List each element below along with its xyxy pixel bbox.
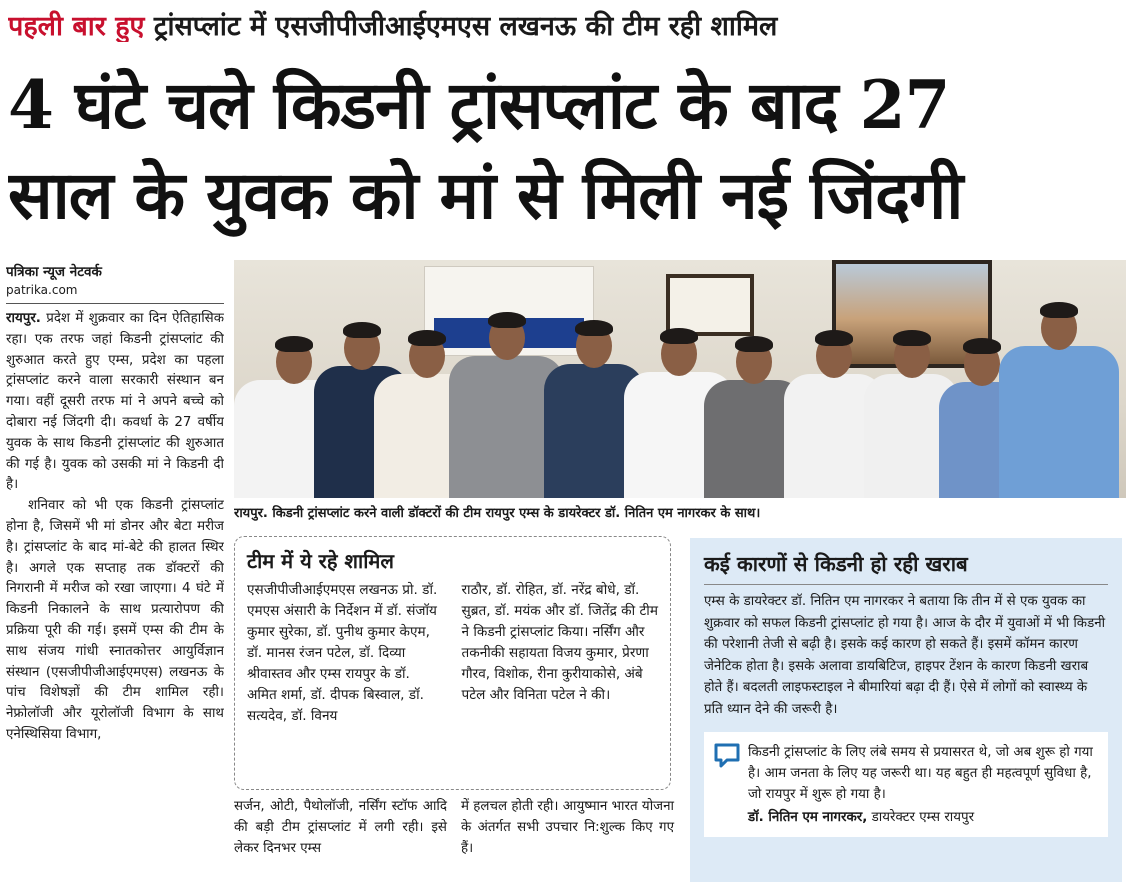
photo-person-hair (660, 328, 698, 344)
headline (8, 60, 1118, 240)
byline: पत्रिका न्यूज नेटवर्क (6, 264, 102, 280)
quote-author-name: डॉ. नितिन एम नागरकर, (748, 810, 868, 825)
kicker-highlight: पहली बार हुए (8, 11, 145, 42)
article-paragraph (6, 309, 224, 496)
photo-person-hair (963, 338, 1001, 354)
photo-person (999, 302, 1119, 498)
team-photo (234, 260, 1126, 498)
quote-box (704, 732, 1108, 837)
side-box-body: एम्स के डायरेक्टर डॉ. नितिन एम नागरकर ने बताया कि तीन में से एक युवक का शुक्रवार को सफल किडनी ट्रांसप्लांट हो गया है। आज के दौर में युवाओं में भी किडनी की परेशानी तेजी से बढ़ी है। इसके कई कारण हो सकते हैं। इसमें कॉमन कारण जेनेटिक होता है। इसके अलावा डायबिटिज, हाइपर टेंशन के कारण किडनी खराब होते हैं। बदलती लाइफस्टाइल ने बीमारियां बढ़ा दी हैं। ऐसे में लोगों को स्वास्थ्य के प्रति ध्यान देने की जरूरी है। (704, 594, 1106, 717)
side-box-title: कई कारणों से किडनी हो रही खराब (704, 552, 968, 576)
photo-person-hair (575, 320, 613, 336)
team-box-col-1: एसजीपीजीआईएमएस लखनऊ प्रो. डॉ. एमएस अंसारी के निर्देशन में डॉ. संजॉय कुमार सुरेका, डॉ. पुनीथ कुमार केएम, डॉ. मानस रंजन पटेल, डॉ. दिव्या श्रीवास्तव और एम्स रायपुर के डॉ. अमित शर्मा, डॉ. दीपक बिस्वाल, डॉ. सत्यदेव, डॉ. विनय (247, 582, 438, 724)
headline-line-2: साल के युवक को मां से मिली नई जिंदगी (8, 156, 963, 234)
quote-author (748, 807, 1098, 825)
article-continuation (234, 796, 674, 859)
photo-person-body (999, 346, 1119, 498)
kicker (8, 6, 1118, 42)
kicker-text: ट्रांसप्लांट में एसजीपीजीआईएमएस लखनऊ की टीम रही शामिल (153, 11, 778, 42)
article-paragraph-2: शनिवार को भी एक किडनी ट्रांसप्लांट होना है, जिसमें भी मां डोनर और बेटा मरीज है। ट्रांसप्लांट के बाद मां-बेटे की हालत स्थिर है। अगले एक सप्ताह तक डॉक्टरों की निगरानी में मरीज को रखा जाएगा। 4 घंटे में किडनी निकालने के साथ प्रत्यारोपण की प्रक्रिया पूरी की गई। इसमें एम्स की टीम के साथ संजय गांधी स्नातकोत्तर आयुर्विज्ञान संस्थान (एसजीपीजीआईएमएस) लखनऊ के पांच विशेषज्ञों की टीम शामिल रही। नेफ्रोलॉजी और यूरोलॉजी विभाग के साथ एनेस्थिसिया विभाग, (6, 498, 224, 742)
article-paragraph-1: प्रदेश में शुक्रवार का दिन ऐतिहासिक रहा। एक तरफ जहां किडनी ट्रांसप्लांट की शुरुआत करते हुए एम्स, प्रदेश का पहला ट्रांसप्लांट करने वाला सरकारी संस्थान बन गया। वहीं दूसरी तरफ मां ने अपने बच्चे को दोबारा नई जिंदगी दी। कवर्धा के 27 वर्षीय युवक के साथ किडनी ट्रांसप्लांट की शुरुआत की गई है। युवक को उसकी मां ने किडनी दी है। (6, 311, 224, 493)
side-box (690, 538, 1122, 882)
team-box-title: टीम में ये रहे शामिल (247, 549, 394, 573)
quote-author-role: डायरेक्टर एम्स रायपुर (871, 810, 975, 825)
photo-person-hair (488, 312, 526, 328)
byline-divider (6, 303, 224, 304)
photo-person-hair (893, 330, 931, 346)
article-continuation-1: सर्जन, ओटी, पैथोलॉजी, नर्सिंग स्टॉफ आदि की बड़ी टीम ट्रांसप्लांट में लगी रही। इसे लेकर दिनभर एम्स (234, 799, 447, 856)
team-box-columns (247, 580, 658, 727)
team-box (234, 536, 671, 790)
photo-caption: रायपुर. किडनी ट्रांसप्लांट करने वाली डॉक्टरों की टीम रायपुर एम्स के डायरेक्टर डॉ. नितिन एम नागरकर के साथ। (234, 506, 761, 521)
byline-site: patrika.com (6, 283, 78, 297)
article-continuation-2: में हलचल होती रही। आयुष्मान भारत योजना के अंतर्गत सभी उपचार नि:शुल्क किए गए हैं। (461, 799, 674, 856)
photo-person-hair (735, 336, 773, 352)
photo-person-hair (815, 330, 853, 346)
team-box-col-2: राठौर, डॉ. रोहित, डॉ. नरेंद्र बोधे, डॉ. सुब्रत, डॉ. मयंक और डॉ. जितेंद्र की टीम ने किडनी ट्रांसप्लांट किया। नर्सिंग और तकनीकी सहायता विजय कुमार, प्रेरणा गौरव, विशोक, रीना कुरीयाकोसे, अंबे पटेल और विनिता पटेल ने की। (461, 582, 658, 703)
quote-icon (714, 742, 740, 768)
photo-wall-frame (666, 274, 754, 336)
article-body (6, 309, 224, 746)
photo-person-hair (1040, 302, 1078, 318)
side-box-divider (704, 584, 1108, 585)
dateline: रायपुर. (6, 311, 41, 326)
article-column (6, 262, 224, 882)
photo-person-hair (275, 336, 313, 352)
quote-text: किडनी ट्रांसप्लांट के लिए लंबे समय से प्रयासरत थे, जो अब शुरू हो गया है। आम जनता के लिए यह जरूरी था। यह बहुत ही महत्वपूर्ण सुविधा है, जो रायपुर में शुरू हो गया है। (748, 745, 1093, 802)
photo-person-hair (408, 330, 446, 346)
headline-line-1: 4 घंटे चले किडनी ट्रांसप्लांट के बाद 27 (8, 66, 950, 144)
